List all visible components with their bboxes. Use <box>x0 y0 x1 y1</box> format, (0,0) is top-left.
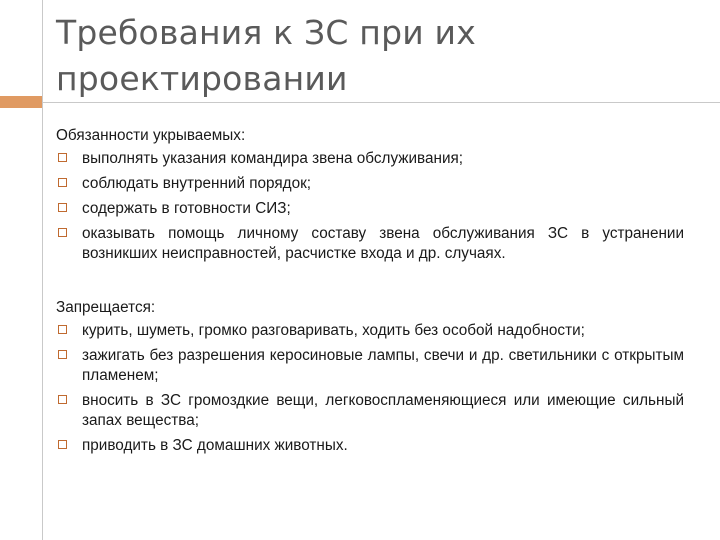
title-underline <box>42 102 720 103</box>
square-bullet-icon <box>58 440 67 449</box>
square-bullet-icon <box>58 178 67 187</box>
prohibited-list <box>56 321 684 456</box>
list-item: оказывать помощь личному составу звена обслуживания ЗС в устранении возникших неисправностей, расчистке входа и др. случаях. <box>56 224 684 264</box>
square-bullet-icon <box>58 203 67 212</box>
section-heading-prohibited: Запрещается: <box>56 299 156 316</box>
vertical-rule <box>42 0 43 540</box>
square-bullet-icon <box>58 325 67 334</box>
section-heading-duties: Обязанности укрываемых: <box>56 127 246 144</box>
slide-body <box>56 126 684 461</box>
list-item: зажигать без разрешения керосиновые лампы, свечи и др. светильники с открытым пламенем; <box>56 346 684 386</box>
square-bullet-icon <box>58 153 67 162</box>
list-item: приводить в ЗС домашних животных. <box>56 436 684 456</box>
list-item: вносить в ЗС громоздкие вещи, легковоспламеняющиеся или имеющие сильный запах вещества; <box>56 391 684 431</box>
slide-title: Требования к ЗС при их проектировании <box>56 13 476 98</box>
duties-list <box>56 149 684 264</box>
square-bullet-icon <box>58 228 67 237</box>
square-bullet-icon <box>58 350 67 359</box>
list-item: курить, шуметь, громко разговаривать, ходить без особой надобности; <box>56 321 684 341</box>
list-item: соблюдать внутренний порядок; <box>56 174 684 194</box>
list-item: содержать в готовности СИЗ; <box>56 199 684 219</box>
list-item: выполнять указания командира звена обслуживания; <box>56 149 684 169</box>
square-bullet-icon <box>58 395 67 404</box>
accent-bar <box>0 96 42 108</box>
